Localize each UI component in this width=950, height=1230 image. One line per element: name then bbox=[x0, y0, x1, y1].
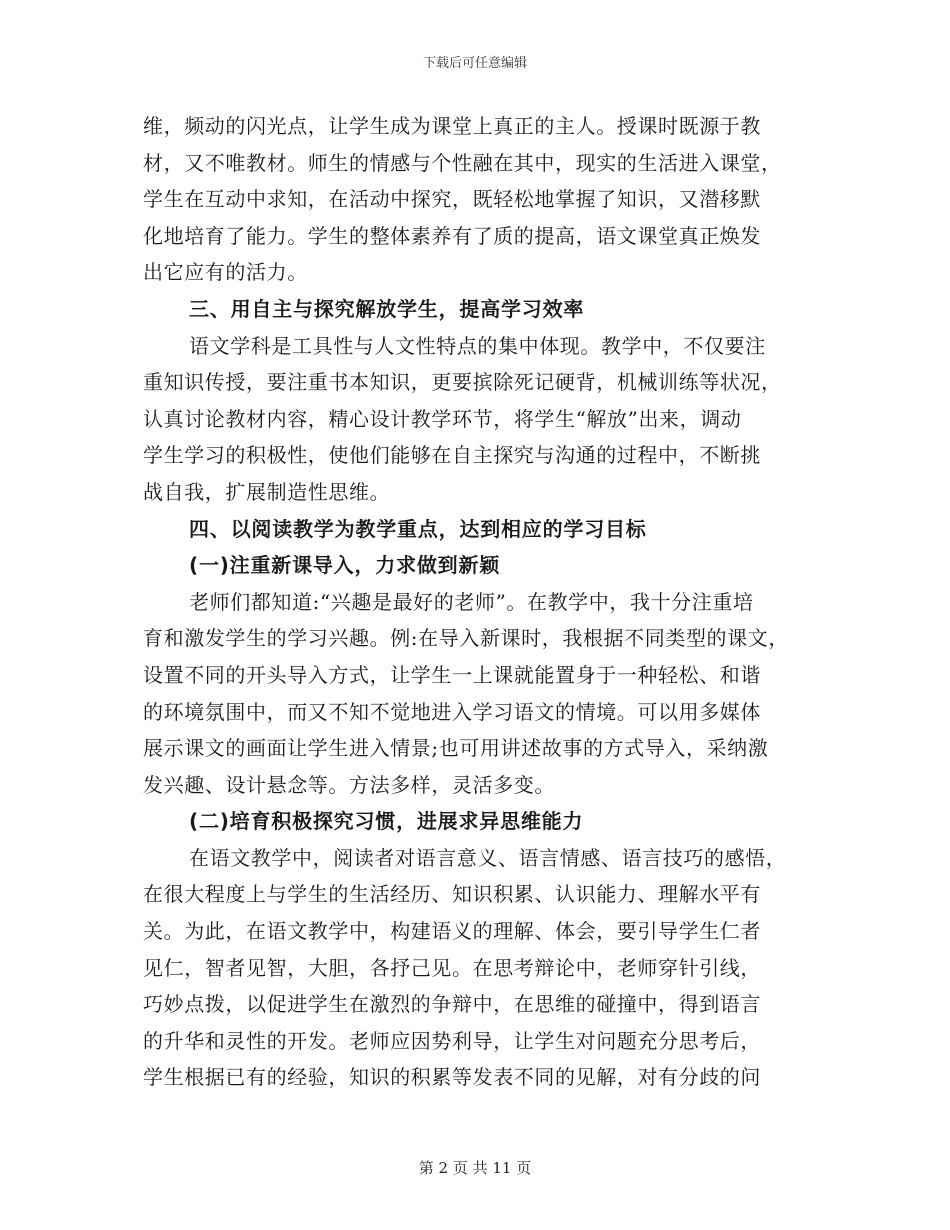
text-line: 维，频动的闪光点，让学生成为课堂上真正的主人。授课时既源于教 bbox=[143, 114, 761, 138]
text-line: 出它应有的活力。 bbox=[143, 260, 308, 285]
text-line: 材，又不唯教材。师生的情感与个性融在其中，现实的生活进入课堂， bbox=[143, 150, 782, 175]
text-line: 关。为此，在语文教学中，构建语义的理解、体会，要引导学生仁者 bbox=[143, 919, 761, 944]
text-line: 老师们都知道:“兴趣是最好的老师”。在教学中，我十分注重培 bbox=[189, 589, 754, 614]
text-line: 的升华和灵性的开发。老师应因势利导，让学生对问题充分思考后， bbox=[143, 1028, 761, 1053]
page-footer: 第 2 页 共 11 页 bbox=[418, 1159, 532, 1177]
text-line: 学生在互动中求知，在活动中探究，既轻松地掌握了知识，又潜移默 bbox=[143, 187, 761, 212]
document-body bbox=[143, 108, 815, 1096]
text-line: 的环境氛围中，而又不知不觉地进入学习语文的情境。可以用多媒体 bbox=[143, 699, 761, 724]
section-heading: 四、以阅读教学为教学重点，达到相应的学习目标 bbox=[189, 516, 647, 541]
section-heading: 三、用自主与探究解放学生，提高学习效率 bbox=[189, 296, 585, 321]
text-line: 育和激发学生的学习兴趣。例:在导入新课时，我根据不同类型的课文， bbox=[143, 626, 789, 651]
text-line: 学生根据已有的经验，知识的积累等发表不同的见解，对有分歧的问 bbox=[143, 1065, 761, 1090]
text-line: 重知识传授，要注重书本知识，更要摈除死记硬背，机械训练等状况， bbox=[143, 370, 782, 395]
text-line: 化地培育了能力。学生的整体素养有了质的提高，语文课堂真正焕发 bbox=[143, 223, 761, 248]
text-line: 发兴趣、设计悬念等。方法多样，灵活多变。 bbox=[143, 772, 555, 797]
text-line: 战自我，扩展制造性思维。 bbox=[143, 479, 391, 504]
text-line: 在很大程度上与学生的生活经历、知识积累、认识能力、理解水平有 bbox=[143, 882, 761, 907]
section-heading: (一)注重新课导入，力求做到新颖 bbox=[189, 553, 501, 578]
page-header: 下载后可任意编辑 bbox=[422, 56, 527, 71]
text-line: 语文学科是工具性与人文性特点的集中体现。教学中，不仅要注 bbox=[189, 333, 766, 358]
text-line: 展示课文的画面让学生进入情景;也可用讲述故事的方式导入，采纳激 bbox=[143, 736, 769, 761]
text-line: 认真讨论教材内容，精心设计教学环节，将学生“解放”出来，调动 bbox=[143, 406, 742, 431]
text-line: 见仁，智者见智，大胆，各抒己见。在思考辩论中，老师穿针引线， bbox=[143, 955, 761, 980]
text-line: 学生学习的积极性，使他们能够在自主探究与沟通的过程中，不断挑 bbox=[143, 443, 761, 468]
text-line: 设置不同的开头导入方式，让学生一上课就能置身于一种轻松、和谐 bbox=[143, 662, 761, 687]
text-line: 在语文教学中，阅读者对语言意义、语言情感、语言技巧的感悟， bbox=[189, 845, 787, 870]
text-line: 巧妙点拨，以促进学生在激烈的争辩中，在思维的碰撞中，得到语言 bbox=[143, 992, 761, 1017]
section-heading: (二)培育积极探究习惯，进展求异思维能力 bbox=[189, 809, 584, 834]
